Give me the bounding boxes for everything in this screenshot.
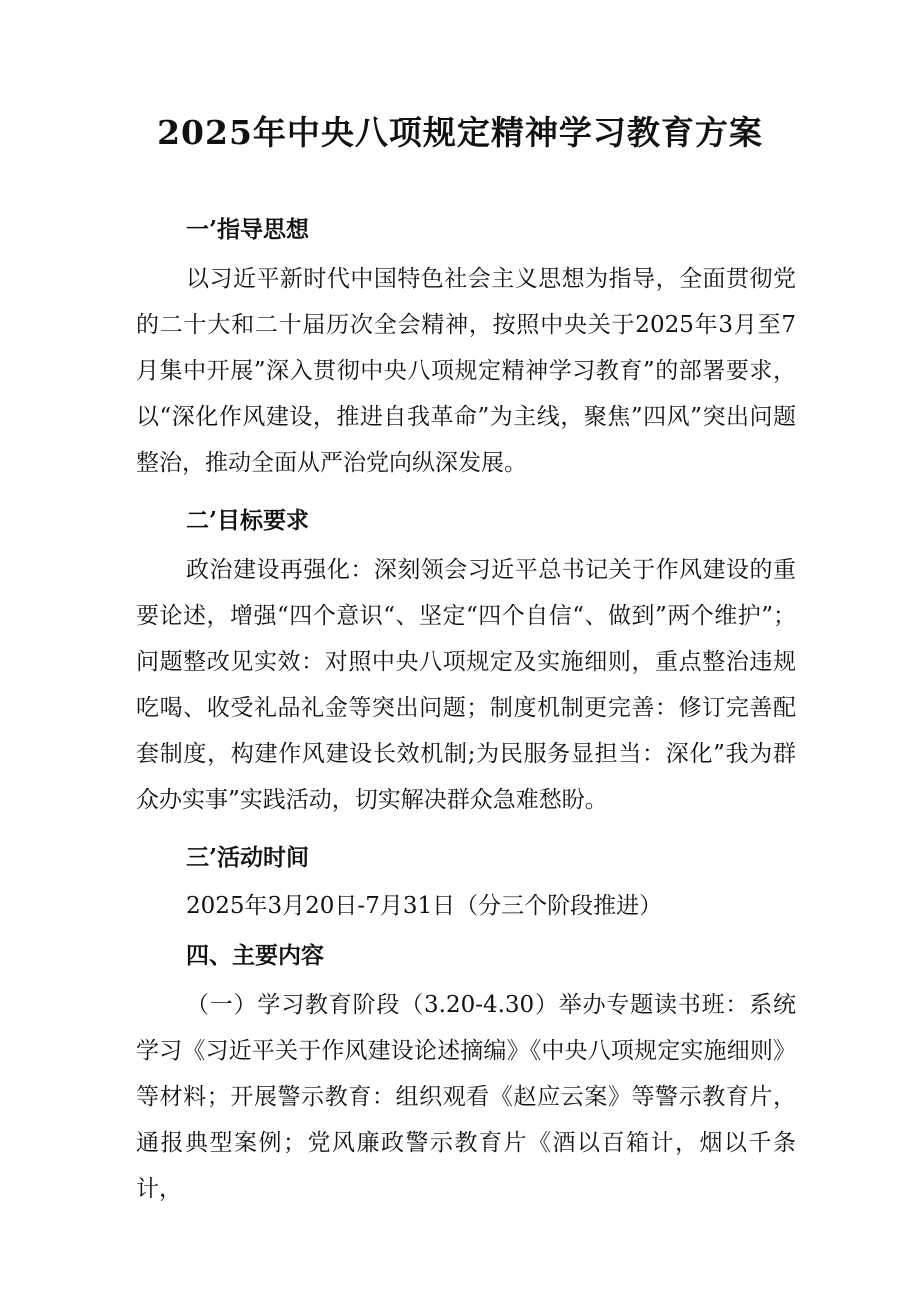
section-heading-goals: 二’目标要求 (186, 507, 310, 534)
section-heading-main-content: 四、主要内容 (186, 942, 324, 969)
section-heading-guiding-ideology: 一’指导思想 (186, 216, 310, 243)
section-body-main-content: （一）学习教育阶段（3.20-4.30）举办专题读书班：系统学习《习近平关于作风建设论述摘编》《中央八项规定实施细则》等材料；开展警示教育：组织观看《赵应云案》等警示教育片，通报典型案例；党风廉政警示教育片《酒以百箱计，烟以千条计， (136, 992, 796, 1202)
document-title: 2025年中央八项规定精神学习教育方案 (157, 113, 763, 152)
section-body-goals: 政治建设再强化：深刻领会习近平总书记关于作风建设的重要论述，增强“四个意识“、坚定“四个自信“、做到”两个维护”；问题整改见实效：对照中央八项规定及实施细则，重点整治违规吃喝、收受礼品礼金等突出问题；制度机制更完善：修订完善配套制度，构建作风建设长效机制;为民服务显担当：深化”我为群众办实事”实践活动，切实解决群众急难愁盼。 (136, 557, 796, 813)
section-heading-activity-time: 三’活动时间 (186, 844, 310, 871)
section-body-guiding-ideology: 以习近平新时代中国特色社会主义思想为指导，全面贯彻党的二十大和二十届历次全会精神，按照中央关于2025年3月至7月集中开展”深入贯彻中央八项规定精神学习教育”的部署要求，以“深化作风建设，推进自我革命”为主线，聚焦”四风”突出问题整治，推动全面从严治党向纵深发展。 (136, 266, 796, 476)
section-body-activity-time: 2025年3月20日-7月31日（分三个阶段推进） (186, 893, 663, 919)
